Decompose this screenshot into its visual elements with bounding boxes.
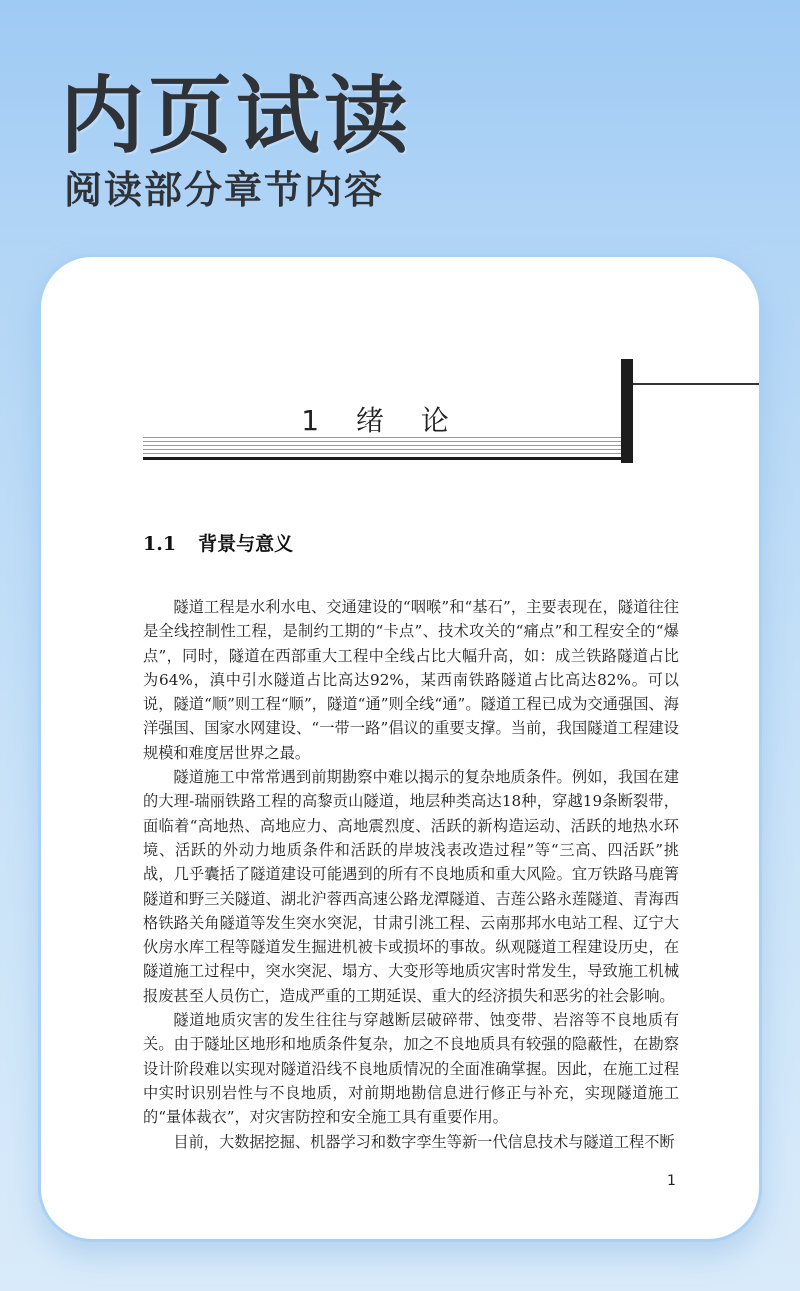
- chapter-title: 1 绪 论: [301, 404, 463, 437]
- chapter-top-rule: [633, 383, 762, 385]
- chapter-vertical-bar: [621, 359, 633, 463]
- section-heading: [143, 529, 293, 556]
- book-page-card: [38, 254, 762, 1242]
- page-number: 1: [667, 1173, 676, 1189]
- paragraph: 隧道施工中常常遇到前期勘察中难以揭示的复杂地质条件。例如，我国在建的大理-瑞丽铁路工程的高黎贡山隧道，地层种类高达18种，穿越19条断裂带，面临着“高地热、高地应力、高地震烈度、活跃的新构造运动、活跃的地热水环境、活跃的外动力地质条件和活跃的岸坡浅表改造过程”等“三高、四活跃”挑战，几乎囊括了隧道建设可能遇到的所有不良地质和重大风险。宜万铁路马鹿箐隧道和野三关隧道、湖北沪蓉西高速公路龙潭隧道、吉莲公路永莲隧道、青海西格铁路关角隧道等发生突水突泥，甘肃引洮工程、云南那邦水电站工程、辽宁大伙房水库工程等隧道发生掘进机被卡或损坏的事故。纵观隧道工程建设历史，在隧道施工过程中，突水突泥、塌方、大变形等地质灾害时常发生，导致施工机械报废甚至人员伤亡，造成严重的工期延误、重大的经济损失和恶劣的社会影响。: [143, 768, 679, 1005]
- hero-subtitle: 阅读部分章节内容: [64, 168, 385, 212]
- hero-title: 内页试读: [60, 67, 413, 165]
- chapter-underline-rules: [143, 437, 621, 460]
- paragraph: 隧道地质灾害的发生往往与穿越断层破碎带、蚀变带、岩溶等不良地质有关。由于隧址区地形和地质条件复杂，加之不良地质具有较强的隐蔽性，在勘察设计阶段难以实现对隧道沿线不良地质情况的全面准确掌握。因此，在施工过程中实时识别岩性与不良地质，对前期地勘信息进行修正与补充，实现隧道施工的“量体裁衣”，对灾害防控和安全施工具有重要作用。: [143, 1011, 679, 1127]
- section-number: 1.1: [143, 533, 177, 555]
- section-title: 背景与意义: [198, 533, 294, 555]
- body-text: [143, 595, 679, 1154]
- chapter-header: [143, 359, 671, 467]
- paragraph: 目前，大数据挖掘、机器学习和数字孪生等新一代信息技术与隧道工程不断: [173, 1132, 675, 1151]
- paragraph: 隧道工程是水利水电、交通建设的“咽喉”和“基石”，主要表现在，隧道往往是全线控制性工程，是制约工期的“卡点”、技术攻关的“痛点”和工程安全的“爆点”，同时，隧道在西部重大工程中全线占比大幅升高，如：成兰铁路隧道占比为64%，滇中引水隧道占比高达92%，某西南铁路隧道占比高达82%。可以说，隧道“顺”则工程“顺”，隧道“通”则全线“通”。隧道工程已成为交通强国、海洋强国、国家水网建设、“一带一路”倡议的重要支撑。当前，我国隧道工程建设规模和难度居世界之最。: [143, 598, 679, 762]
